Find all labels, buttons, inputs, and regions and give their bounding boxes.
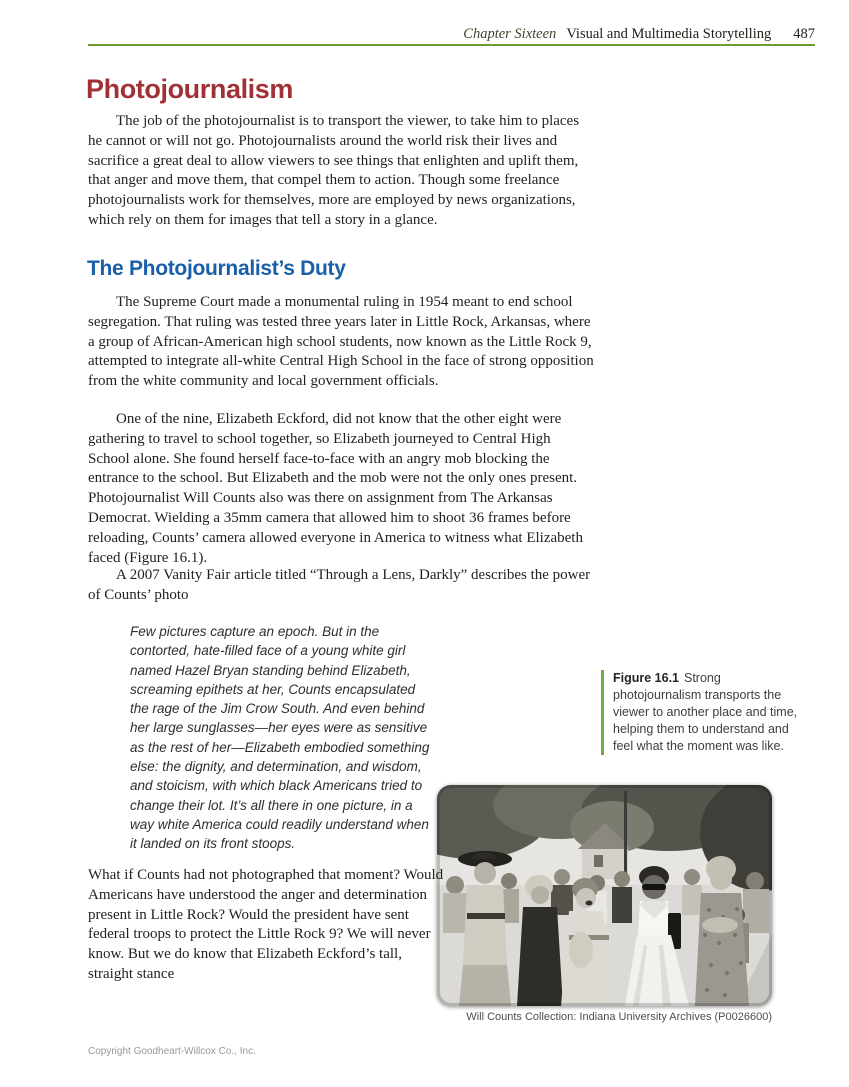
header-rule — [88, 44, 815, 46]
chapter-title: Visual and Multimedia Storytelling — [566, 26, 772, 42]
pull-quote-text: Few pictures capture an epoch. But in the contorted, hate-filled face of a young white girl named Hazel Bryan standing behind Elizabeth, screaming epithets at her, Counts encapsulated the rage of the Jim Crow South. And even behind her large sunglasses—her eyes were as sensitive as the rest of her—Elizabeth embodied something else: the dignity, and determination, and wisdom, and stoicism, with which black Americans tried to change their lot. It’s all there in one picture, in a way white America could readily understand when it landed on its front stoops. — [130, 624, 430, 852]
body-paragraph-text: The Supreme Court made a monumental ruling in 1954 meant to end school segregation. That ruling was tested three years later in Little Rock, Arkansas, where a group of African-American high school students, now known as the Little Rock 9, attempted to integrate all-white Central High School in the face of strong opposition from the white community and local government officials. — [88, 294, 594, 390]
body-paragraph-text: One of the nine, Elizabeth Eckford, did not know that the other eight were gathering to travel to school together, so Elizabeth journeyed to Central High School alone. She found herself face-to-face with an angry mob blocking the entrance to the school. But Elizabeth and the mob were not the only ones present. Photojournalist Will Counts also was there on assignment from The Arkansas Democrat. Wielding a 35mm camera that allowed him to shoot 36 frames before reloading, Counts’ camera allowed everyone in America to witness what Elizabeth faced (Figure 16.1). — [88, 411, 583, 566]
page-title: Photojournalism — [86, 74, 294, 104]
body-paragraph — [88, 293, 595, 392]
figure-photo — [437, 785, 772, 1006]
chapter-label: Chapter Sixteen — [463, 26, 557, 42]
figure-caption — [601, 670, 803, 755]
utility-pole-shape — [624, 791, 627, 877]
figure-label: Figure 16.1 — [613, 671, 679, 685]
closing-paragraph — [88, 866, 450, 985]
photo-credit: Will Counts Collection: Indiana University Archives (P0026600) — [466, 1011, 772, 1023]
body-paragraph — [88, 566, 595, 606]
copyright-line: Copyright Goodheart-Willcox Co., Inc. — [88, 1046, 256, 1057]
running-header — [463, 26, 815, 43]
body-paragraph — [88, 410, 595, 568]
page-number: 487 — [793, 26, 815, 42]
intro-paragraph — [88, 112, 595, 231]
historic-crowd-photo-illustration — [437, 785, 772, 1006]
intro-paragraph-text: The job of the photojournalist is to transport the viewer, to take him to places he cannot or will not go. Photojournalists around the world risk their lives and sacrifice a great deal to allow viewers to see things that enlighten and uplift them, that anger and move them, that compel them to action. Though some freelance photojournalists work for themselves, more are employed by news organizations, which rely on them for images that tell a story in a glance. — [88, 113, 580, 228]
body-paragraph-text: A 2007 Vanity Fair article titled “Through a Lens, Darkly” describes the power of Counts’ photo — [88, 567, 591, 603]
closing-paragraph-text: What if Counts had not photographed that moment? Would Americans have understood the anger and determination present in Little Rock? Would the president have sent federal troops to protect the Little Rock 9? We will never know. But we do know that Elizabeth Eckford’s tall, straight stance — [88, 867, 444, 982]
section-heading: The Photojournalist’s Duty — [87, 257, 346, 280]
figure-caption-text: Strong photojournalism transports the viewer to another place and time, helping them to understand and feel what the moment was like. — [613, 671, 798, 753]
